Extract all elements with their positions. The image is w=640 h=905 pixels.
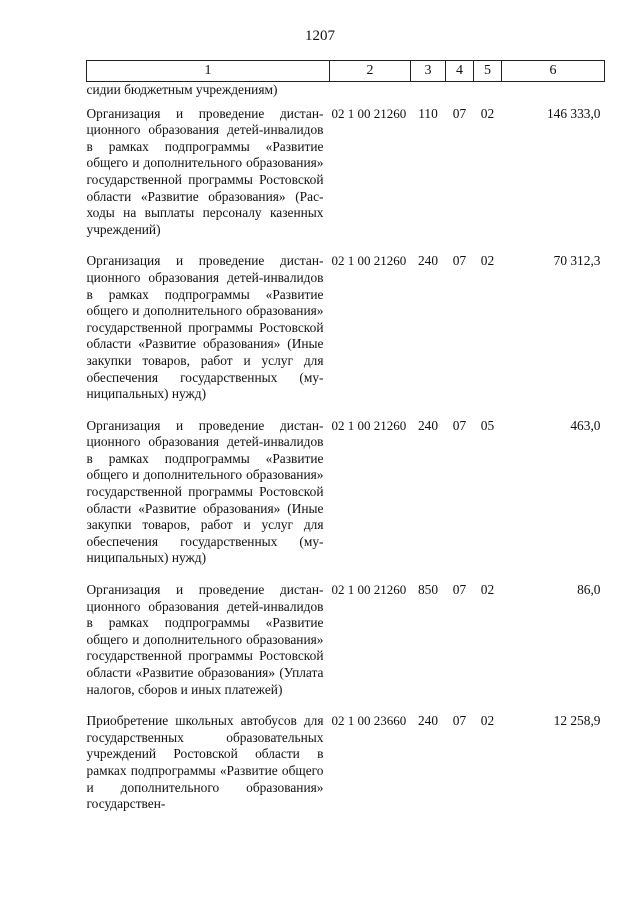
continuation-row (87, 82, 605, 99)
row-section: 07 (452, 253, 467, 269)
row-target-code: 02 1 00 21260 (331, 253, 407, 269)
page-number: 1207 (305, 28, 335, 44)
row-subsection: 02 (480, 582, 495, 598)
row-amount: 70 312,3 (553, 253, 601, 269)
row-expense-type: 240 (417, 713, 439, 729)
row-expense-type: 240 (417, 253, 439, 269)
row-subsection: 02 (480, 253, 495, 269)
table-row (87, 575, 605, 706)
table-row (87, 246, 605, 410)
column-header-4: 4 (446, 61, 474, 82)
column-header-3: 3 (411, 61, 446, 82)
row-name: Организация и проведение дистанционного образования детей-инвалидов в рамках подпрограммы «Развитие общего и дополнительного образования» государственной программы Ростовской области «Развитие образования» (Иные закупки товаров, работ и услуг для обеспечения государственных (муниципальных) нужд) (86, 417, 324, 566)
table-row (87, 99, 605, 247)
row-amount: 146 333,0 (546, 105, 601, 121)
row-amount: 463,0 (570, 417, 601, 433)
row-section: 07 (452, 105, 467, 121)
row-name: Организация и проведение дистанционного образования детей-инвалидов в рамках подпрограммы «Развитие общего и дополнительного образования» государственной программы Ростовской области «Развитие образования» (Уплата налогов, сборов и иных платежей) (86, 582, 324, 697)
budget-table (86, 60, 605, 821)
table-header-row (87, 61, 605, 82)
row-expense-type: 240 (417, 417, 439, 433)
row-name: Организация и проведение дистанционного образования детей-инвалидов в рамках подпрограммы «Развитие общего и дополнительного образования» государственной программы Ростовской области «Развитие образования» (Иные закупки товаров, работ и услуг для обеспечения государственных (муниципальных) нужд) (86, 253, 324, 402)
row-target-code: 02 1 00 21260 (331, 417, 407, 433)
row-section: 07 (452, 417, 467, 433)
row-target-code: 02 1 00 23660 (331, 713, 407, 729)
table-row (87, 706, 605, 821)
row-amount: 86,0 (577, 582, 601, 598)
row-expense-type: 110 (418, 105, 438, 121)
row-subsection: 02 (480, 713, 495, 729)
column-header-1: 1 (87, 61, 330, 82)
row-subsection: 05 (480, 417, 495, 433)
row-name: Приобретение школьных автобусов для государственных образовательных учреждений Ростовской области в рамках подпрограммы «Развитие общего и дополнительного образования» государствен- (86, 713, 324, 812)
table-row (87, 411, 605, 575)
row-section: 07 (452, 582, 467, 598)
column-header-6: 6 (502, 61, 605, 82)
row-subsection: 02 (480, 105, 495, 121)
column-header-2: 2 (330, 61, 411, 82)
row-expense-type: 850 (417, 582, 439, 598)
continuation-text: сидии бюджетным учреждениям) (86, 82, 278, 97)
row-target-code: 02 1 00 21260 (331, 582, 407, 598)
row-name: Организация и проведение дистанционного образования детей-инвалидов в рамках подпрограммы «Развитие общего и дополнительного образования» государственной программы Ростовской области «Развитие образования» (Расходы на выплаты персоналу казенных учреждений) (86, 105, 324, 237)
column-header-5: 5 (474, 61, 502, 82)
row-target-code: 02 1 00 21260 (331, 105, 407, 121)
row-amount: 12 258,9 (553, 713, 601, 729)
row-section: 07 (452, 713, 467, 729)
